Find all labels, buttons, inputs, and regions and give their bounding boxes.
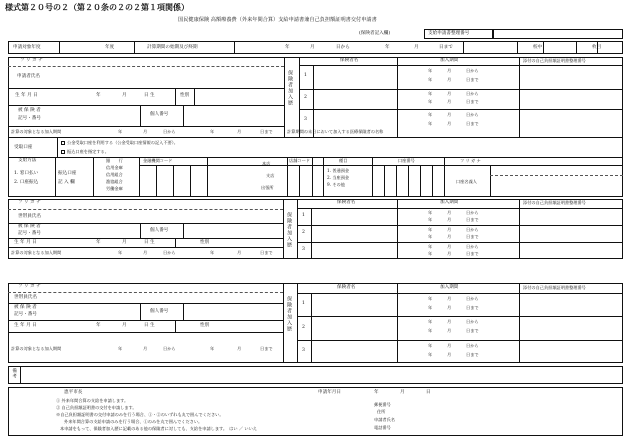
- insured-label-1: 被 保 険 者: [18, 108, 41, 113]
- fb2-insured-2: 記号・番号: [14, 312, 37, 317]
- applicant-name-label: 申請者氏名: [17, 74, 40, 79]
- personal-number-label: 個人番号: [150, 112, 169, 117]
- holder-furigana-label: フ リ ガ ナ: [460, 158, 481, 163]
- fb1-name-label: 世帯員氏名: [18, 214, 41, 219]
- fb2-r1-f: 日から: [466, 296, 479, 301]
- cert-no-col: 添付の自己負担額証明書整理番号: [523, 58, 586, 63]
- sp-month1: 月: [143, 129, 148, 134]
- row-num-3: 3: [304, 117, 307, 122]
- period-col: 加入期間: [440, 58, 459, 63]
- fb1-r3-m1: 月: [447, 244, 452, 249]
- document-title: 国民健康保険 高額療養費（外来年間合算）支給申請書兼自己負担額証明書交付申請書: [178, 17, 377, 23]
- sex-label: 性別: [180, 93, 190, 98]
- fb2-r1-y2: 年: [428, 305, 433, 310]
- fb1-m1: 月: [143, 250, 148, 255]
- fb1-insured-2: 記号・番号: [18, 231, 41, 236]
- fb1-y1: 年: [118, 250, 123, 255]
- fb1-r1-m2: 月: [447, 217, 452, 222]
- branch: 支店: [266, 173, 275, 178]
- application-date-label: 申請年月日: [318, 390, 341, 395]
- insurer-note: (保険者記入欄): [359, 31, 391, 36]
- fb2-r2-f: 日から: [466, 319, 479, 324]
- fb1-cert-col: 添付の自己負担額証明書整理番号: [523, 200, 586, 205]
- fb2-r1-u: 日まで: [466, 305, 479, 310]
- fb1-insured-1: 被 保 険 者: [18, 224, 41, 229]
- fb1-dob-y: 年: [96, 240, 101, 245]
- period-row: 申請対象年度 年度 計算期間の始期及び終期 年 月 日から 年 月 日まで 校中 枚目: [8, 41, 623, 54]
- fb2-until: 日まで: [260, 346, 273, 351]
- fb2-r3-u: 日まで: [466, 352, 479, 357]
- furigana-label: フ リ ガ ナ: [20, 58, 43, 63]
- phone-label: 電話番号: [374, 425, 391, 430]
- sp-from: 日から: [163, 129, 176, 134]
- fb1-dob: 生 年 月 日: [14, 240, 37, 245]
- fb2-r2-m1: 月: [447, 319, 452, 324]
- fb2-m1: 月: [143, 346, 148, 351]
- remarks-label: 備考: [11, 368, 17, 380]
- row-num-2: 2: [304, 95, 307, 100]
- head-office: 本店: [262, 161, 271, 166]
- fb2-from: 日から: [163, 346, 176, 351]
- insurer-history-label: 保険者加入歴: [287, 70, 293, 106]
- bank-kind-kumiai: 信用組合: [106, 172, 123, 177]
- sub-office: 出張所: [261, 185, 274, 190]
- kind-label: 種目: [339, 158, 348, 163]
- dob-year: 年: [96, 93, 101, 98]
- footer-line-4: 外来年間合算の支給申請のみを行う場合、①のみを丸で囲んでください。: [64, 419, 203, 424]
- applicant-name-label-footer: 申請者氏名: [374, 417, 395, 422]
- fb2-insured-1: 被 保 険 者: [14, 305, 37, 310]
- fb1-r1-u: 日まで: [466, 217, 479, 222]
- fb1-r1-y2: 年: [428, 217, 433, 222]
- fb1-from: 日から: [163, 250, 176, 255]
- kind-toza: 2. 当座預金: [327, 175, 350, 180]
- dob-month: 月: [122, 93, 127, 98]
- fb1-r3-f: 日から: [466, 244, 479, 249]
- fb1-insurer-col: 保険者名: [337, 200, 356, 205]
- method-1[interactable]: 1. 窓口払い: [14, 171, 39, 176]
- postal-code-label: 郵便番号: [374, 402, 391, 407]
- fb2-r2-y1: 年: [428, 319, 433, 324]
- bank-code-label: 金融機関コード: [143, 158, 173, 163]
- r1-from: 日から: [466, 68, 479, 73]
- insurer-name-col: 保険者名: [340, 58, 359, 63]
- fb2-r1-m1: 月: [447, 296, 452, 301]
- fb2-y1: 年: [118, 346, 123, 351]
- r2-from: 日から: [466, 91, 479, 96]
- form-number: 様式第２０号の２（第２０条の２の２第１項関係）: [5, 2, 189, 12]
- fb1-r3-y2: 年: [428, 251, 433, 256]
- r2-until: 日まで: [466, 99, 479, 104]
- fb1-r1-m1: 月: [447, 210, 452, 215]
- fb2-insurer-col: 保険者名: [337, 285, 356, 290]
- r2-m2: 月: [447, 99, 452, 104]
- fb1-r1-f: 日から: [466, 210, 479, 215]
- fb1-personal-no: 個人番号: [150, 228, 169, 233]
- fb1-history-label: 保険者加入歴: [286, 212, 292, 248]
- fb2-row-1: 1: [302, 301, 305, 306]
- fb2-r3-y2: 年: [428, 352, 433, 357]
- fb1-r3-u: 日まで: [466, 251, 479, 256]
- branch-code-label: 店舗コード: [289, 158, 310, 163]
- fb1-until: 日まで: [260, 250, 273, 255]
- r3-m1: 月: [447, 112, 452, 117]
- transfer-label-2: 記 入 欄: [58, 180, 75, 185]
- subject-period-label: 計算の対象となる加入期間: [11, 129, 62, 134]
- fb1-r2-u: 日まで: [466, 234, 479, 239]
- holder-label: 口座名義人: [456, 179, 477, 184]
- dob-day: 日 生: [144, 93, 155, 98]
- fb2-sex: 性別: [200, 323, 210, 328]
- fb1-r3-m2: 月: [447, 251, 452, 256]
- fb2-row-2: 2: [302, 325, 305, 330]
- r2-y1: 年: [428, 91, 433, 96]
- fb2-dob-m: 月: [122, 323, 127, 328]
- fb1-r2-f: 日から: [466, 227, 479, 232]
- fb1-r1-y1: 年: [428, 210, 433, 215]
- method-label: 支給方法: [18, 158, 37, 163]
- fb2-dob-y: 年: [96, 323, 101, 328]
- app-year: 年: [374, 390, 379, 395]
- receipt-option-1[interactable]: 公金受取口座を利用する（公金受取口座情報の記入不要）。: [61, 141, 178, 145]
- fb2-y2: 年: [210, 346, 215, 351]
- fb1-dob-d: 日 生: [144, 240, 155, 245]
- insured-label-2: 記号・番号: [18, 116, 41, 121]
- r2-m1: 月: [447, 91, 452, 96]
- app-month: 月: [400, 390, 405, 395]
- r1-m1: 月: [447, 68, 452, 73]
- fb1-furigana: フ リ ガ ナ: [18, 200, 41, 205]
- fb2-r3-m2: 月: [447, 352, 452, 357]
- r1-m2: 月: [447, 77, 452, 82]
- fb2-m2: 月: [237, 346, 242, 351]
- r1-y2: 年: [428, 77, 433, 82]
- r1-until: 日まで: [466, 77, 479, 82]
- ref-number-field[interactable]: [493, 29, 623, 39]
- fb1-m2: 月: [237, 250, 242, 255]
- kind-futsu: 1. 普通預金: [327, 168, 350, 173]
- footer-line-2: ② 自己負担額証明書の交付を申請します。: [56, 405, 137, 410]
- fb2-period-label: 計算の対象となる加入期間: [11, 346, 62, 351]
- bank-kind-gyokyo: 漁協組合: [106, 179, 123, 184]
- fb1-period-label: 計算の対象となる加入期間: [11, 250, 62, 255]
- fb2-row-3: 3: [302, 348, 305, 353]
- fb2-history-label: 保険者加入歴: [286, 296, 292, 332]
- fb1-y2: 年: [210, 250, 215, 255]
- fb2-r3-m1: 月: [447, 343, 452, 348]
- bank-kind-shinkin: 信用金庫: [106, 165, 123, 170]
- r3-until: 日まで: [466, 121, 479, 126]
- fb2-r2-y2: 年: [428, 328, 433, 333]
- fb2-period-col: 加入期間: [440, 285, 459, 290]
- fb1-r2-m1: 月: [447, 227, 452, 232]
- r1-y1: 年: [428, 68, 433, 73]
- bank-kind-rokin: 労働金庫: [106, 186, 123, 191]
- applicant-section: [8, 57, 623, 197]
- fb1-r2-y2: 年: [428, 234, 433, 239]
- fb2-personal-no: 個人番号: [150, 309, 169, 314]
- footer-line-1: ① 外来年間合算の支給を申請します。: [56, 398, 129, 403]
- account-no-label: 口座番号: [398, 158, 415, 163]
- r3-m2: 月: [447, 121, 452, 126]
- fb2-cert-col: 添付の自己負担額証明書整理番号: [523, 285, 586, 290]
- kind-other: 9. その他: [327, 182, 345, 187]
- row-num-1: 1: [304, 73, 307, 78]
- sp-until: 日まで: [260, 129, 273, 134]
- method-2[interactable]: 2. 口座振込: [14, 180, 39, 185]
- address-label: 住所: [377, 409, 386, 414]
- fb2-r3-f: 日から: [466, 343, 479, 348]
- fb1-r2-m2: 月: [447, 234, 452, 239]
- dob-label: 生 年 月 日: [15, 93, 38, 98]
- receipt-label: 受取口座: [14, 145, 33, 150]
- last-day-note: 計算期間の末日において加入する医療保険者の名称: [287, 129, 384, 134]
- sp-year2: 年: [210, 129, 215, 134]
- addressee: 恵平市長: [64, 390, 83, 395]
- fb2-r2-u: 日まで: [466, 328, 479, 333]
- fb1-r2-y1: 年: [428, 227, 433, 232]
- fb2-r2-m2: 月: [447, 328, 452, 333]
- r3-y2: 年: [428, 121, 433, 126]
- fb1-row-2: 2: [302, 230, 305, 235]
- transfer-label-1: 振込口座: [58, 171, 77, 176]
- bank-kind-bank: 銀 行: [106, 158, 123, 163]
- receipt-option-2[interactable]: 振込口座を指定する。: [61, 150, 109, 154]
- fb2-r1-y1: 年: [428, 296, 433, 301]
- fb2-r1-m2: 月: [447, 305, 452, 310]
- fb2-r3-y1: 年: [428, 343, 433, 348]
- fb1-row-3: 3: [302, 247, 305, 252]
- ref-number-label-box: 支給申請書整理番号: [424, 29, 493, 39]
- fb1-row-1: 1: [302, 213, 305, 218]
- sp-year1: 年: [118, 129, 123, 134]
- fb1-period-col: 加入期間: [440, 200, 459, 205]
- footer-line-5: 本申請をもって、保険者加入歴に記載のある他の保険者に対しても、支給を申請します。 はい ／ いいえ: [60, 426, 257, 431]
- fb1-r3-y1: 年: [428, 244, 433, 249]
- r3-from: 日から: [466, 112, 479, 117]
- footer-line-3: ※自己負担額証明書の交付申請のみを行う場合、①・②のいずれも丸で囲んでください。: [56, 412, 224, 417]
- app-day: 日: [426, 390, 431, 395]
- fb2-dob-d: 日 生: [144, 323, 155, 328]
- sp-month2: 月: [237, 129, 242, 134]
- fb1-sex: 性別: [200, 240, 210, 245]
- fb2-furigana: フ リ ガ ナ: [18, 284, 41, 289]
- r3-y1: 年: [428, 112, 433, 117]
- fb2-dob: 生 年 月 日: [14, 323, 37, 328]
- r2-y2: 年: [428, 99, 433, 104]
- fb1-dob-m: 月: [122, 240, 127, 245]
- fb2-name-label: 世帯員氏名: [14, 295, 37, 300]
- remarks-box[interactable]: [8, 366, 623, 384]
